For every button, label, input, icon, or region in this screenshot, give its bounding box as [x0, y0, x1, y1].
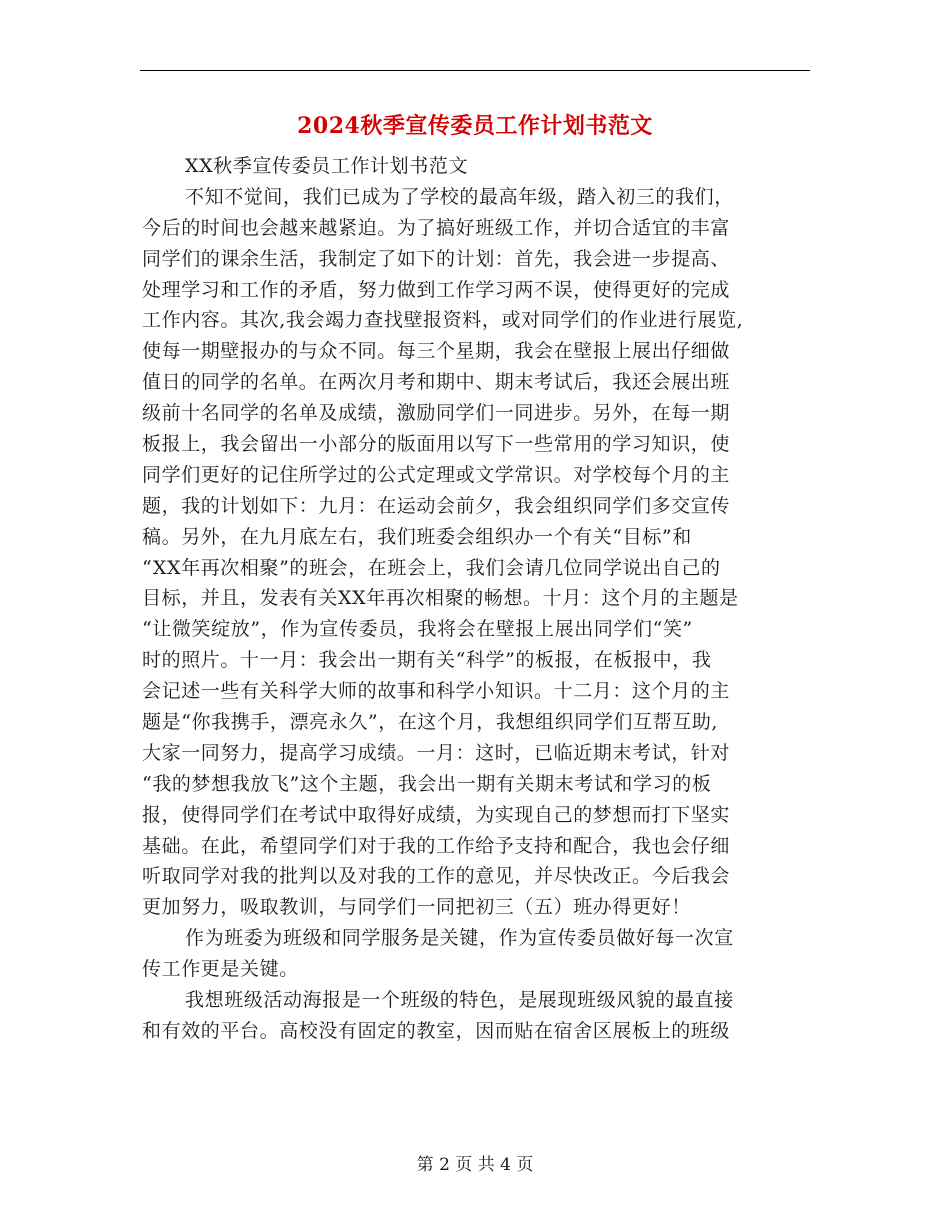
- document-title: 2024秋季宣传委员工作计划书范文: [297, 113, 653, 139]
- text-line: 报，使得同学们在考试中取得好成绩，为实现自己的梦想而打下坚实: [142, 803, 731, 826]
- document-body: [142, 151, 810, 1047]
- text-line: 传工作更是关键。: [142, 958, 299, 981]
- text-line: 基础。在此，希望同学们对于我的工作给予支持和配合，我也会仔细: [142, 834, 731, 857]
- text-line: 今后的时间也会越来越紧迫。为了搞好班级工作，并切合适宜的丰富: [142, 216, 731, 239]
- text-line: “我的梦想我放飞”这个主题，我会出一期有关期末考试和学习的板: [142, 772, 712, 795]
- text-line: 题，我的计划如下：九月：在运动会前夕，我会组织同学们多交宣传: [142, 494, 731, 517]
- text-line: 更加努力，吸取教训，与同学们一同把初三（五）班办得更好！: [142, 896, 691, 919]
- text-line: 时的照片。十一月：我会出一期有关“科学”的板报，在板报中，我: [142, 649, 712, 672]
- text-line: 会记述一些有关科学大师的故事和科学小知识。十二月：这个月的主: [142, 680, 731, 703]
- page-footer: 第 2 页 共 4 页: [416, 1155, 534, 1175]
- text-line: “让微笑绽放”，作为宣传委员，我将会在壁报上展出同学们“笑”: [142, 618, 693, 641]
- text-line: 稿。另外，在九月底左右，我们班委会组织办一个有关“目标”和: [142, 525, 692, 548]
- text-line: 听取同学对我的批判以及对我的工作的意见，并尽快改正。今后我会: [142, 865, 731, 888]
- text-line: 我想班级活动海报是一个班级的特色，是展现班级风貌的最直接: [185, 989, 734, 1012]
- text-line: 处理学习和工作的矛盾，努力做到工作学习两不误，使得更好的完成: [142, 278, 731, 301]
- header-rule: [140, 70, 810, 71]
- text-line: 目标，并且，发表有关XX年再次相聚的畅想。十月：这个月的主题是: [142, 587, 739, 610]
- text-line: 题是“你我携手，漂亮永久”，在这个月，我想组织同学们互帮互助,: [142, 711, 719, 734]
- text-line: 同学们更好的记住所学过的公式定理或文学常识。对学校每个月的主: [142, 463, 731, 486]
- text-line: 作为班委为班级和同学服务是关键，作为宣传委员做好每一次宣: [185, 927, 734, 950]
- text-line: 大家一同努力，提高学习成绩。一月：这时，已临近期末考试，针对: [142, 741, 731, 764]
- text-line: 值日的同学的名单。在两次月考和期中、期末考试后，我还会展出班: [142, 371, 731, 394]
- text-line: 同学们的课余生活，我制定了如下的计划：首先，我会进一步提高、: [142, 247, 731, 270]
- text-line: 板报上，我会留出一小部分的版面用以写下一些常用的学习知识，使: [142, 433, 731, 456]
- text-line: 不知不觉间，我们已成为了学校的最高年级，踏入初三的我们，: [185, 185, 734, 208]
- text-line: 工作内容。其次,我会竭力查找壁报资料，或对同学们的作业进行展览,: [142, 309, 744, 332]
- text-line: 级前十名同学的名单及成绩，激励同学们一同进步。另外，在每一期: [142, 402, 731, 425]
- text-line: 使每一期壁报办的与众不同。每三个星期，我会在壁报上展出仔细做: [142, 340, 731, 363]
- text-line: 和有效的平台。高校没有固定的教室，因而贴在宿舍区展板上的班级: [142, 1019, 731, 1042]
- text-line: “XX年再次相聚”的班会，在班会上，我们会请几位同学说出自己的: [142, 556, 721, 579]
- text-line: XX秋季宣传委员工作计划书范文: [185, 155, 469, 177]
